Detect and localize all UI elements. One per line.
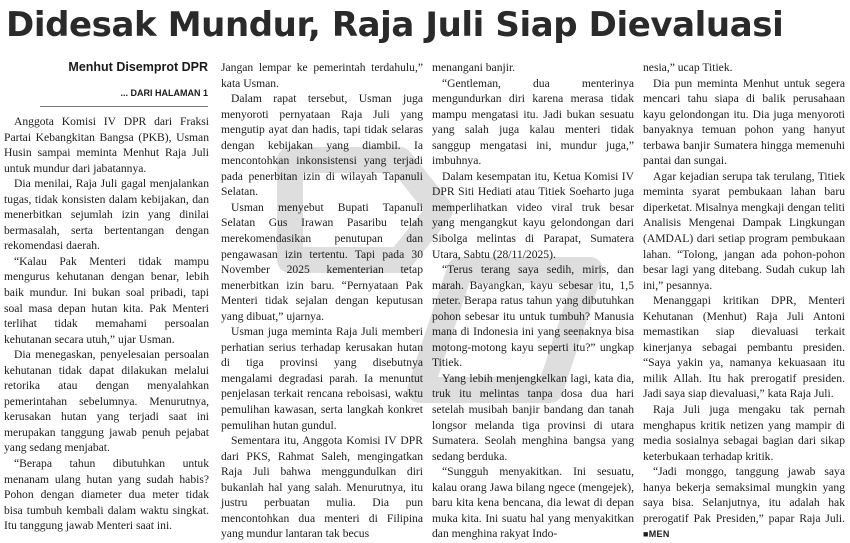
author-signoff: MEN (648, 529, 670, 540)
paragraph: “Kalau Pak Menteri tidak mampu mengurus kehutanan dengan benar, lebih baik mundur. Ini bukan soal pribadi, tapi soal masa depan hutan kita. Pak Menteri terlihat tidak memahami persoalan kehutanan secara utuh,” ujar Usman. (4, 254, 209, 346)
paragraph: Dia menilai, Raja Juli gagal menjalankan tugas, tidak konsisten dalam kebijakan, dan menerbitkan sejumlah izin yang dinilai bermasalah, serta bertentangan dengan rekomendasi daerah. (4, 177, 209, 253)
paragraph: Menanggapi kritikan DPR, Menteri Kehutanan (Menhut) Raja Juli Antoni memastikan siap dievaluasi terkait kinerjanya sebagai pembantu presiden. “Saya yakin ya, namanya kekuasaan itu milik Allah. Itu hak prerogatif presiden. Jadi saya siap dievaluasi,” kata Raja Juli. (643, 294, 845, 401)
article-kicker: Menhut Disemprot DPR (68, 60, 208, 74)
paragraph: Dia pun meminta Menhut untuk segera mencari tahu siapa di balik perusahaan kayu gelondongan itu. Dia juga menyoroti banyaknya temuan pohon yang hanyut terbawa banjir Sumatera hingga memenuhi pantai dan sungai. (643, 76, 845, 168)
paragraph: “Sungguh menyakitkan. Ini sesuatu, kalau orang Jawa bilang ngece (mengejek), baru kita kena bencana, dia lewat di depan muka kita. Ini suatu hal yang menyakitkan dan menghina rakyat Indo- (432, 465, 634, 541)
paragraph: Usman juga meminta Raja Juli memberi perhatian serius terhadap kerusakan hutan di tiga provinsi yang disebutnya mengalami degradasi parah. Ia menuntut penjelasan terkait rencana reboisasi, waktu pemulihan kawasan, serta langkah konkret pemulihan hutan gundul. (221, 325, 423, 432)
paragraph: Raja Juli juga mengaku tak pernah menghapus kritik netizen yang mampir di media sosialnya sebagai bagian dari sikap keterbukaan terhadap kritik. (643, 403, 845, 463)
paragraph: Jangan lempar ke pemerintah terdahulu,” kata Usman. (221, 61, 423, 90)
paragraph: Usman menyebut Bupati Tapanuli Selatan Gus Irawan Pasaribu telah merekomendasikan penutupan dan pengawasan izin tertentu. Tapi pada 30 November 2025 kementerian tetap menerbitkan izin baru. “Pernyataan Pak Menteri tidak sejalan dengan keputusan yang dibuat,” ujarnya. (221, 200, 423, 323)
paragraph: Sementara itu, Anggota Komisi IV DPR dari PKS, Rahmat Saleh, mengingatkan Raja Juli bahwa menggundulkan diri bukanlah hal yang salah. Menurutnya, itu justru perbuatan mulia. Dia pun mencontohkan dua menteri di Filipina yang mundur lantaran tak becus (221, 434, 423, 541)
paragraph: “Terus terang saya sedih, miris, dan marah. Bayangkan, kayu sebesar itu, 1,5 meter. Berapa ratus tahun yang dibutuhkan pohon sebesar itu untuk tumbuh? Manusia mana di Indonesia ini yang seenaknya bisa motong-motong kayu seperti itu?” ungkap Titiek. (432, 263, 634, 370)
kicker-divider (40, 106, 208, 107)
paragraph: nesia,” ucap Titiek. (643, 61, 733, 74)
paragraph: Dalam rapat tersebut, Usman juga menyoroti pernyataan Raja Juli yang mengutip ayat dan hadis, tapi tidak selaras dengan kebijakan yang diambil. Ia mencontohkan inkonsistensi yang terjadi pada penerbitan izin di wilayah Tapanuli Selatan. (221, 92, 423, 199)
article-column-4 (643, 60, 845, 540)
paragraph: “Gentleman, dua menterinya mengundurkan diri karena merasa tidak mampu mengatasi itu. Jadi bukan sesuatu yang salah juga kalau menteri tidak sanggup mengatasi ini, mundur juga,” imbuhnya. (432, 76, 634, 168)
paragraph: “Berapa tahun dibutuhkan untuk menanam ulang hutan yang sudah habis? Pohon dengan diameter dua meter tidak bisa tumbuh kembali dalam waktu singkat. Itu tanggung jawab Menteri saat ini. (4, 457, 209, 533)
article-column-3 (432, 60, 634, 541)
paragraph: Dia menegaskan, penyelesaian persoalan kehutanan tidak dapat dilakukan melalui retorika atau dengan menyalahkan pemerintahan sebelumnya. Menurutnya, kerusakan hutan yang terjadi saat ini merupakan tanggung jawab penuh pejabat yang sedang menjabat. (4, 348, 209, 455)
signoff-mark: ■ (643, 529, 649, 540)
last-paragraph (643, 464, 845, 543)
paragraph: Dalam kesempatan itu, Ketua Komisi IV DPR Siti Hediati atau Titiek Soeharto juga memperlihatkan video viral truk besar yang mengangkut kayu gelondongan dari Sibolga melintas di Parapat, Sumatera Utara, Sabtu (28/11/2025). (432, 169, 634, 261)
article-column-1 (4, 114, 209, 533)
paragraph: Agar kejadian serupa tak terulang, Titiek meminta syarat pembukaan lahan baru diperketat. Misalnya mengkaji dengan teliti Analisis Mengenai Dampak Lingkungan (AMDAL) dari setiap program pembukaan lahan. “Tolong, jangan ada pohon-pohon besar lagi yang ditebang. Sudah cukup lah ini,” pesannya. (643, 169, 845, 292)
paragraph: Yang lebih menjengkelkan lagi, kata dia, truk itu melintas tanpa dosa dua hari setelah musibah banjir bandang dan tanah longsor melanda tiga provinsi di utara Sumatera. Seolah menghina bangsa yang sedang berduka. (432, 371, 634, 463)
article-headline: Didesak Mundur, Raja Juli Siap Dievaluasi (6, 5, 784, 45)
paragraph-text: “Jadi monggo, tanggung jawab saya hanya bekerja semaksimal mungkin yang saya bisa. Selanjutnya, itu adalah hak prerogatif Pak Presiden,” papar Raja Juli. (643, 465, 845, 525)
article-column-2 (221, 60, 423, 541)
continued-from-label: ... DARI HALAMAN 1 (120, 88, 208, 98)
paragraph: menangani banjir. (432, 61, 516, 74)
paragraph: Anggota Komisi IV DPR dari Fraksi Partai Kebangkitan Bangsa (PKB), Usman Husin sampai meminta Menhut Raja Juli untuk mundur dari jabatannya. (4, 115, 209, 175)
